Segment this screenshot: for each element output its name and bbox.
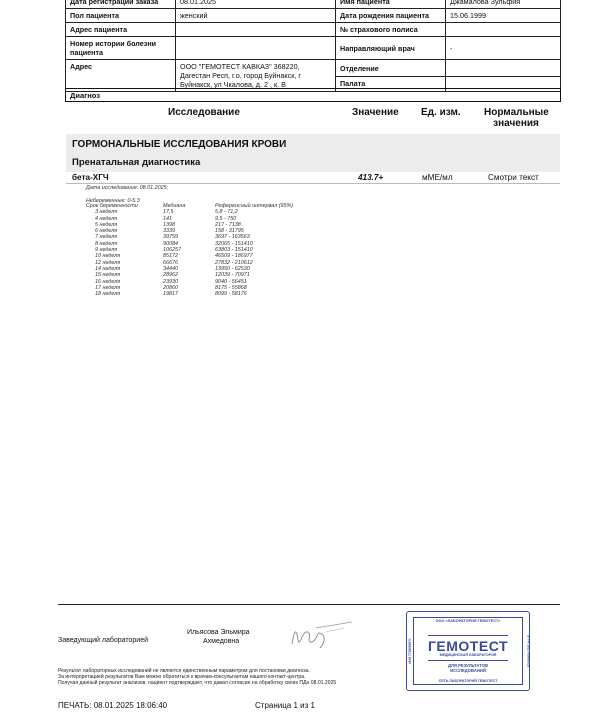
reference-table bbox=[86, 203, 293, 297]
referring-doctor-label: Направляющий врач bbox=[336, 37, 446, 60]
address-value: ООО "ГЕМОТЕСТ КАВКАЗ" 368220, Дагестан Респ, г.о. город Буйнакск, г Буйнакск, ул Чкалова, д. 2 , к. В bbox=[176, 60, 336, 92]
reference-term: 8 неделя bbox=[95, 240, 118, 247]
stamp-results-line2: ИССЛЕДОВАНИЙ bbox=[450, 668, 486, 673]
reference-interval: 217 - 7138 bbox=[215, 221, 241, 228]
reference-term: 12 неделя bbox=[95, 259, 121, 266]
address-label: Адрес bbox=[66, 60, 176, 92]
print-timestamp: ПЕЧАТЬ: 08.01.2025 18:06:40 bbox=[58, 701, 168, 710]
history-label: Номер истории болезни пациента bbox=[66, 37, 176, 60]
info-row-address-patient bbox=[66, 23, 561, 37]
reference-interval: 12039 - 70971 bbox=[215, 272, 250, 279]
signature-divider bbox=[58, 604, 560, 605]
lab-head-name-line1: Ильясова Эльмира bbox=[187, 629, 250, 636]
reference-term: 4 неделя bbox=[95, 215, 118, 222]
reference-median: 66676 bbox=[163, 259, 178, 266]
lab-head-name bbox=[187, 628, 250, 646]
reference-median: 39759 bbox=[163, 234, 178, 241]
diagnosis-label: Диагноз bbox=[70, 91, 100, 100]
reference-interval: 27832 - 210612 bbox=[215, 259, 253, 266]
lab-head-label: Заведующий лабораторией bbox=[58, 637, 148, 644]
column-unit: Ед. изм. bbox=[421, 107, 461, 118]
insurance-label: № страхового полиса bbox=[336, 23, 446, 37]
column-normal-line2: значения bbox=[493, 118, 539, 129]
stamp-results-line1: ДЛЯ РЕЗУЛЬТАТОВ bbox=[448, 663, 488, 668]
stamp-ogrn: ОГРН 1027700086652 bbox=[526, 634, 531, 668]
section-subtitle: Пренатальная диагностика bbox=[66, 154, 560, 172]
reference-term: 6 неделя bbox=[95, 228, 118, 235]
patient-address-value bbox=[176, 23, 336, 37]
reference-interval: 9040 - 56451 bbox=[215, 278, 247, 285]
insurance-value bbox=[446, 23, 561, 37]
reference-header-interval: Референсный интервал (95%) bbox=[215, 203, 294, 209]
reference-term: 17 неделя bbox=[95, 284, 121, 291]
reference-term: 3 неделя bbox=[95, 209, 118, 216]
reference-term: 10 неделя bbox=[95, 253, 121, 260]
column-study: Исследование bbox=[168, 107, 240, 118]
result-divider bbox=[66, 183, 560, 184]
study-date: Дата исследования: 08.01.2025; bbox=[86, 185, 169, 191]
reference-median: 106257 bbox=[163, 247, 181, 254]
patient-name-label: Имя пациента bbox=[336, 0, 446, 9]
gender-value: женский bbox=[176, 9, 336, 23]
stamp-line-bottom bbox=[428, 660, 508, 661]
stamp-subtitle: МЕДИЦИНСКАЯ ЛАБОРАТОРИЯ bbox=[439, 653, 497, 657]
disclaimer bbox=[58, 668, 336, 687]
lab-stamp bbox=[406, 611, 530, 691]
reference-interval: 63803 - 151410 bbox=[215, 247, 253, 254]
lab-head-name-line2: Ахмедовна bbox=[203, 638, 240, 645]
reference-interval: 46509 - 186977 bbox=[215, 253, 253, 260]
stamp-top-text: ООО «ЛАБОРАТОРИЯ ГЕМОТЕСТ» bbox=[435, 619, 501, 623]
column-value: Значение bbox=[352, 107, 399, 118]
reference-median: 19817 bbox=[163, 291, 178, 298]
column-normal bbox=[484, 107, 548, 129]
patient-address-label: Адрес пациента bbox=[66, 23, 176, 37]
department-value bbox=[446, 60, 561, 77]
patient-info-table bbox=[65, 0, 561, 92]
section-title: ГОРМОНАЛЬНЫЕ ИССЛЕДОВАНИЯ КРОВИ bbox=[66, 134, 560, 154]
result-value: 413.7+ bbox=[358, 173, 384, 182]
reference-term: 7 неделя bbox=[95, 234, 118, 241]
result-unit: мМЕ/мл bbox=[422, 173, 453, 182]
info-row-registration bbox=[66, 0, 561, 9]
reference-interval: 5,8 - 71,2 bbox=[215, 209, 238, 216]
stamp-brand: ГЕМОТЕСТ bbox=[427, 638, 509, 654]
reference-median: 1398 bbox=[163, 221, 175, 228]
reference-row bbox=[86, 291, 293, 297]
ward-label: Палата bbox=[336, 77, 446, 92]
patient-name-value: Джамалова Зульфия bbox=[446, 0, 561, 9]
reference-header-median: Медиана bbox=[163, 203, 186, 209]
reference-term: 15 неделя bbox=[95, 272, 121, 279]
page-number: Страница 1 из 1 bbox=[255, 701, 315, 710]
referring-doctor-value: - bbox=[446, 37, 561, 60]
department-label: Отделение bbox=[336, 60, 446, 77]
signature-scribble bbox=[286, 618, 358, 654]
reference-term: 16 неделя bbox=[95, 278, 121, 285]
reference-interval: 8175 - 55868 bbox=[215, 284, 247, 291]
stamp-results bbox=[414, 663, 522, 673]
gender-label: Пол пациента bbox=[66, 9, 176, 23]
column-normal-line1: Нормальные bbox=[484, 107, 549, 118]
reference-interval: 158 - 31795 bbox=[215, 228, 244, 235]
history-value bbox=[176, 37, 336, 60]
diagnosis-box bbox=[65, 88, 561, 102]
reference-header-term: Срок беременности bbox=[86, 203, 138, 209]
result-name: бета-ХГЧ bbox=[72, 173, 109, 182]
reference-term: 5 неделя bbox=[95, 221, 118, 228]
disclaimer-line2: За интерпретацией результатов Вам можно обратиться к врачам-консультантам нашего контакт-центра. bbox=[58, 674, 306, 681]
disclaimer-line1: Результат лабораторных исследований не является единственным параметром для постановки диагноза. bbox=[58, 668, 310, 674]
reference-median: 28962 bbox=[163, 272, 178, 279]
reference-term: 14 неделя bbox=[95, 265, 121, 272]
reference-median: 20860 bbox=[163, 284, 178, 291]
info-row-history bbox=[66, 37, 561, 60]
info-row-address bbox=[66, 60, 561, 77]
stamp-inn: ИНН 7706665971 bbox=[407, 638, 412, 664]
info-row-gender bbox=[66, 9, 561, 23]
reference-interval: 9,5 - 750 bbox=[215, 215, 237, 222]
reference-median: 23930 bbox=[163, 278, 178, 285]
dob-value: 15.06.1999 bbox=[446, 9, 561, 23]
dob-label: Дата рождения пациента bbox=[336, 9, 446, 23]
reference-median: 34440 bbox=[163, 265, 178, 272]
registration-value: 08.01.2025 bbox=[176, 0, 336, 9]
reference-median: 85172 bbox=[163, 253, 178, 260]
disclaimer-line3: Получая данный результат анализов, пациент подтверждает, что давал согласие на обработку своих ПДн 08.01.2025 bbox=[58, 680, 337, 687]
reference-interval: 3697 - 163563 bbox=[215, 234, 250, 241]
reference-term: 9 неделя bbox=[95, 247, 118, 254]
reference-median: 17,5 bbox=[163, 209, 174, 216]
reference-interval: 32065 - 151410 bbox=[215, 240, 253, 247]
reference-term: 18 неделя bbox=[95, 291, 121, 298]
result-normal: Смотри текст bbox=[488, 173, 539, 182]
reference-interval: 13950 - 62530 bbox=[215, 265, 250, 272]
nonpregnant-reference: Небеременные: 0-5.3 bbox=[86, 198, 140, 204]
stamp-line-top bbox=[428, 635, 508, 636]
stamp-network: СЕТЬ ЛАБОРАТОРИЙ ГЕМОТЕСТ bbox=[438, 679, 498, 683]
reference-median: 3339 bbox=[163, 228, 175, 235]
registration-label: Дата регистрации заказа bbox=[66, 0, 176, 9]
reference-interval: 8099 - 58176 bbox=[215, 291, 247, 298]
reference-median: 90084 bbox=[163, 240, 178, 247]
reference-median: 141 bbox=[163, 215, 172, 222]
stamp-inner-frame bbox=[413, 617, 523, 685]
